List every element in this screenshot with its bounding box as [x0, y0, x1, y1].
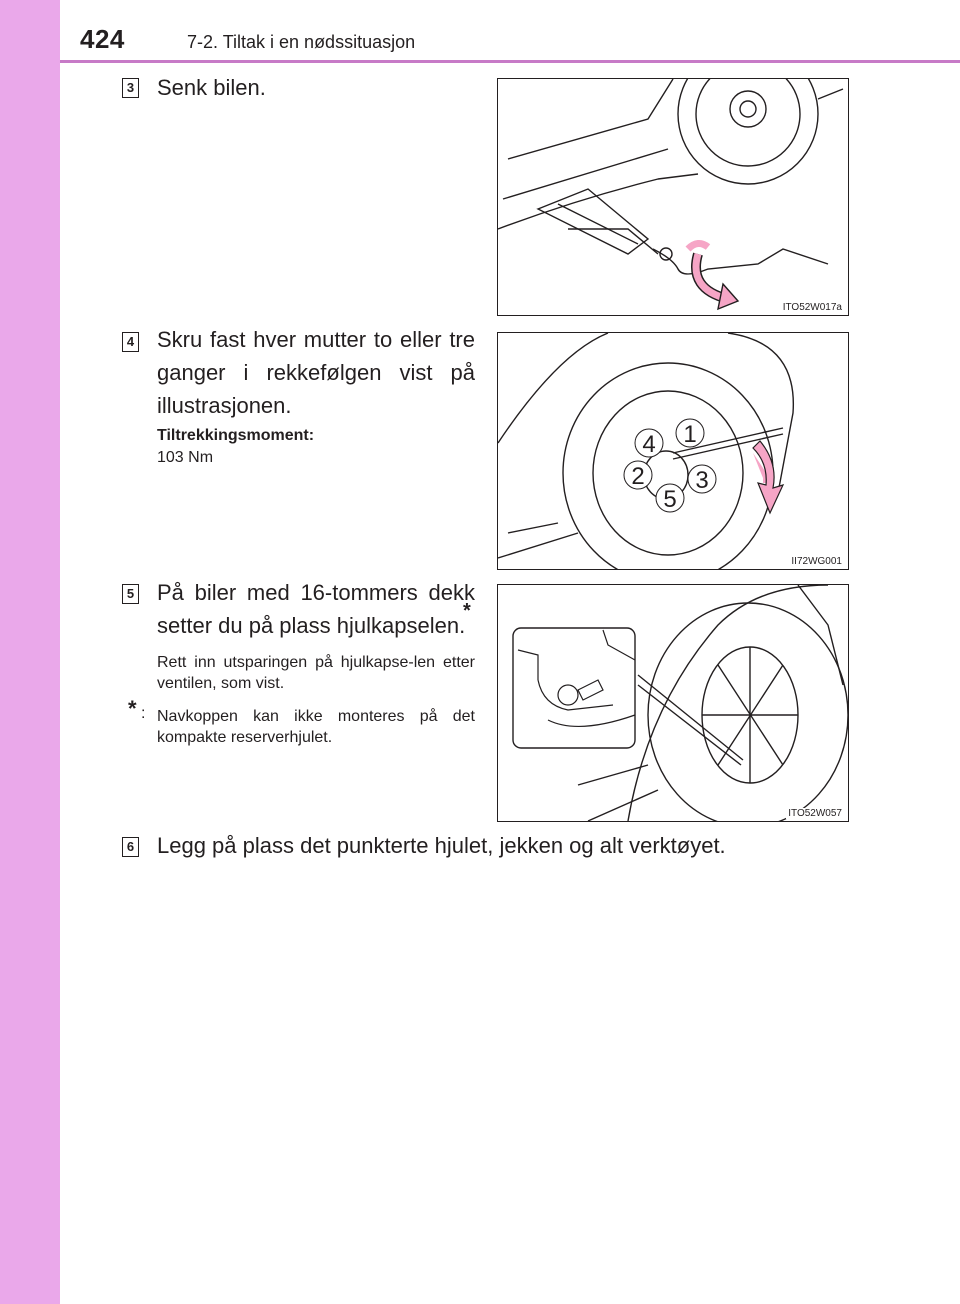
section-title: 7-2. Tiltak i en nødssituasjon: [187, 32, 416, 52]
sidebar-tab: [0, 0, 60, 1304]
header-rule: [60, 60, 960, 63]
footnote-mark: *: [128, 696, 137, 721]
step-number-5: 5: [122, 584, 139, 604]
illustration-hubcap: [497, 584, 849, 822]
illustration-tighten-nuts: [497, 332, 849, 570]
figure-code: ITO52W017a: [782, 302, 842, 313]
step-6-text: Legg på plass det punkterte hjulet, jekken og alt verktøyet.: [157, 833, 726, 858]
footnote-text: Navkoppen kan ikke monteres på det kompakte reserverhjulet.: [157, 708, 475, 746]
nut-label-2: 2: [631, 463, 645, 490]
nut-order-drawing: [498, 333, 848, 569]
step-number-3: 3: [122, 78, 139, 98]
watermark: carmanualsonline.info: [745, 1276, 946, 1298]
nut-label-1: 1: [683, 421, 697, 448]
jack-lowering-drawing: [498, 79, 848, 315]
nut-label-5: 5: [663, 486, 677, 513]
footnote-reference-mark: *: [463, 600, 471, 622]
hubcap-drawing: [498, 585, 848, 821]
nut-label-3: 3: [695, 467, 709, 494]
footnote-separator: :: [141, 705, 146, 722]
figure-code: II72WG001: [791, 556, 842, 567]
step-5-text: På biler med 16-tommers dekk setter du på plass hjulkapselen.: [157, 580, 475, 638]
step-number-6: 6: [122, 837, 139, 857]
figure-code: ITO52W057: [788, 808, 842, 819]
illustration-lower-car: [497, 78, 849, 316]
step-5-note: Rett inn utsparingen på hjulkapse-len etter ventilen, som vist.: [157, 654, 475, 692]
torque-value: 103 Nm: [157, 449, 214, 466]
page-number: 424: [80, 24, 125, 54]
step-3-text: Senk bilen.: [157, 75, 266, 100]
torque-label: Tiltrekkingsmoment:: [157, 427, 315, 444]
nut-label-4: 4: [642, 431, 656, 458]
step-4-text: Skru fast hver mutter to eller tre ganger i rekkefølgen vist på illustrasjonen.: [157, 327, 475, 418]
step-number-4: 4: [122, 332, 139, 352]
